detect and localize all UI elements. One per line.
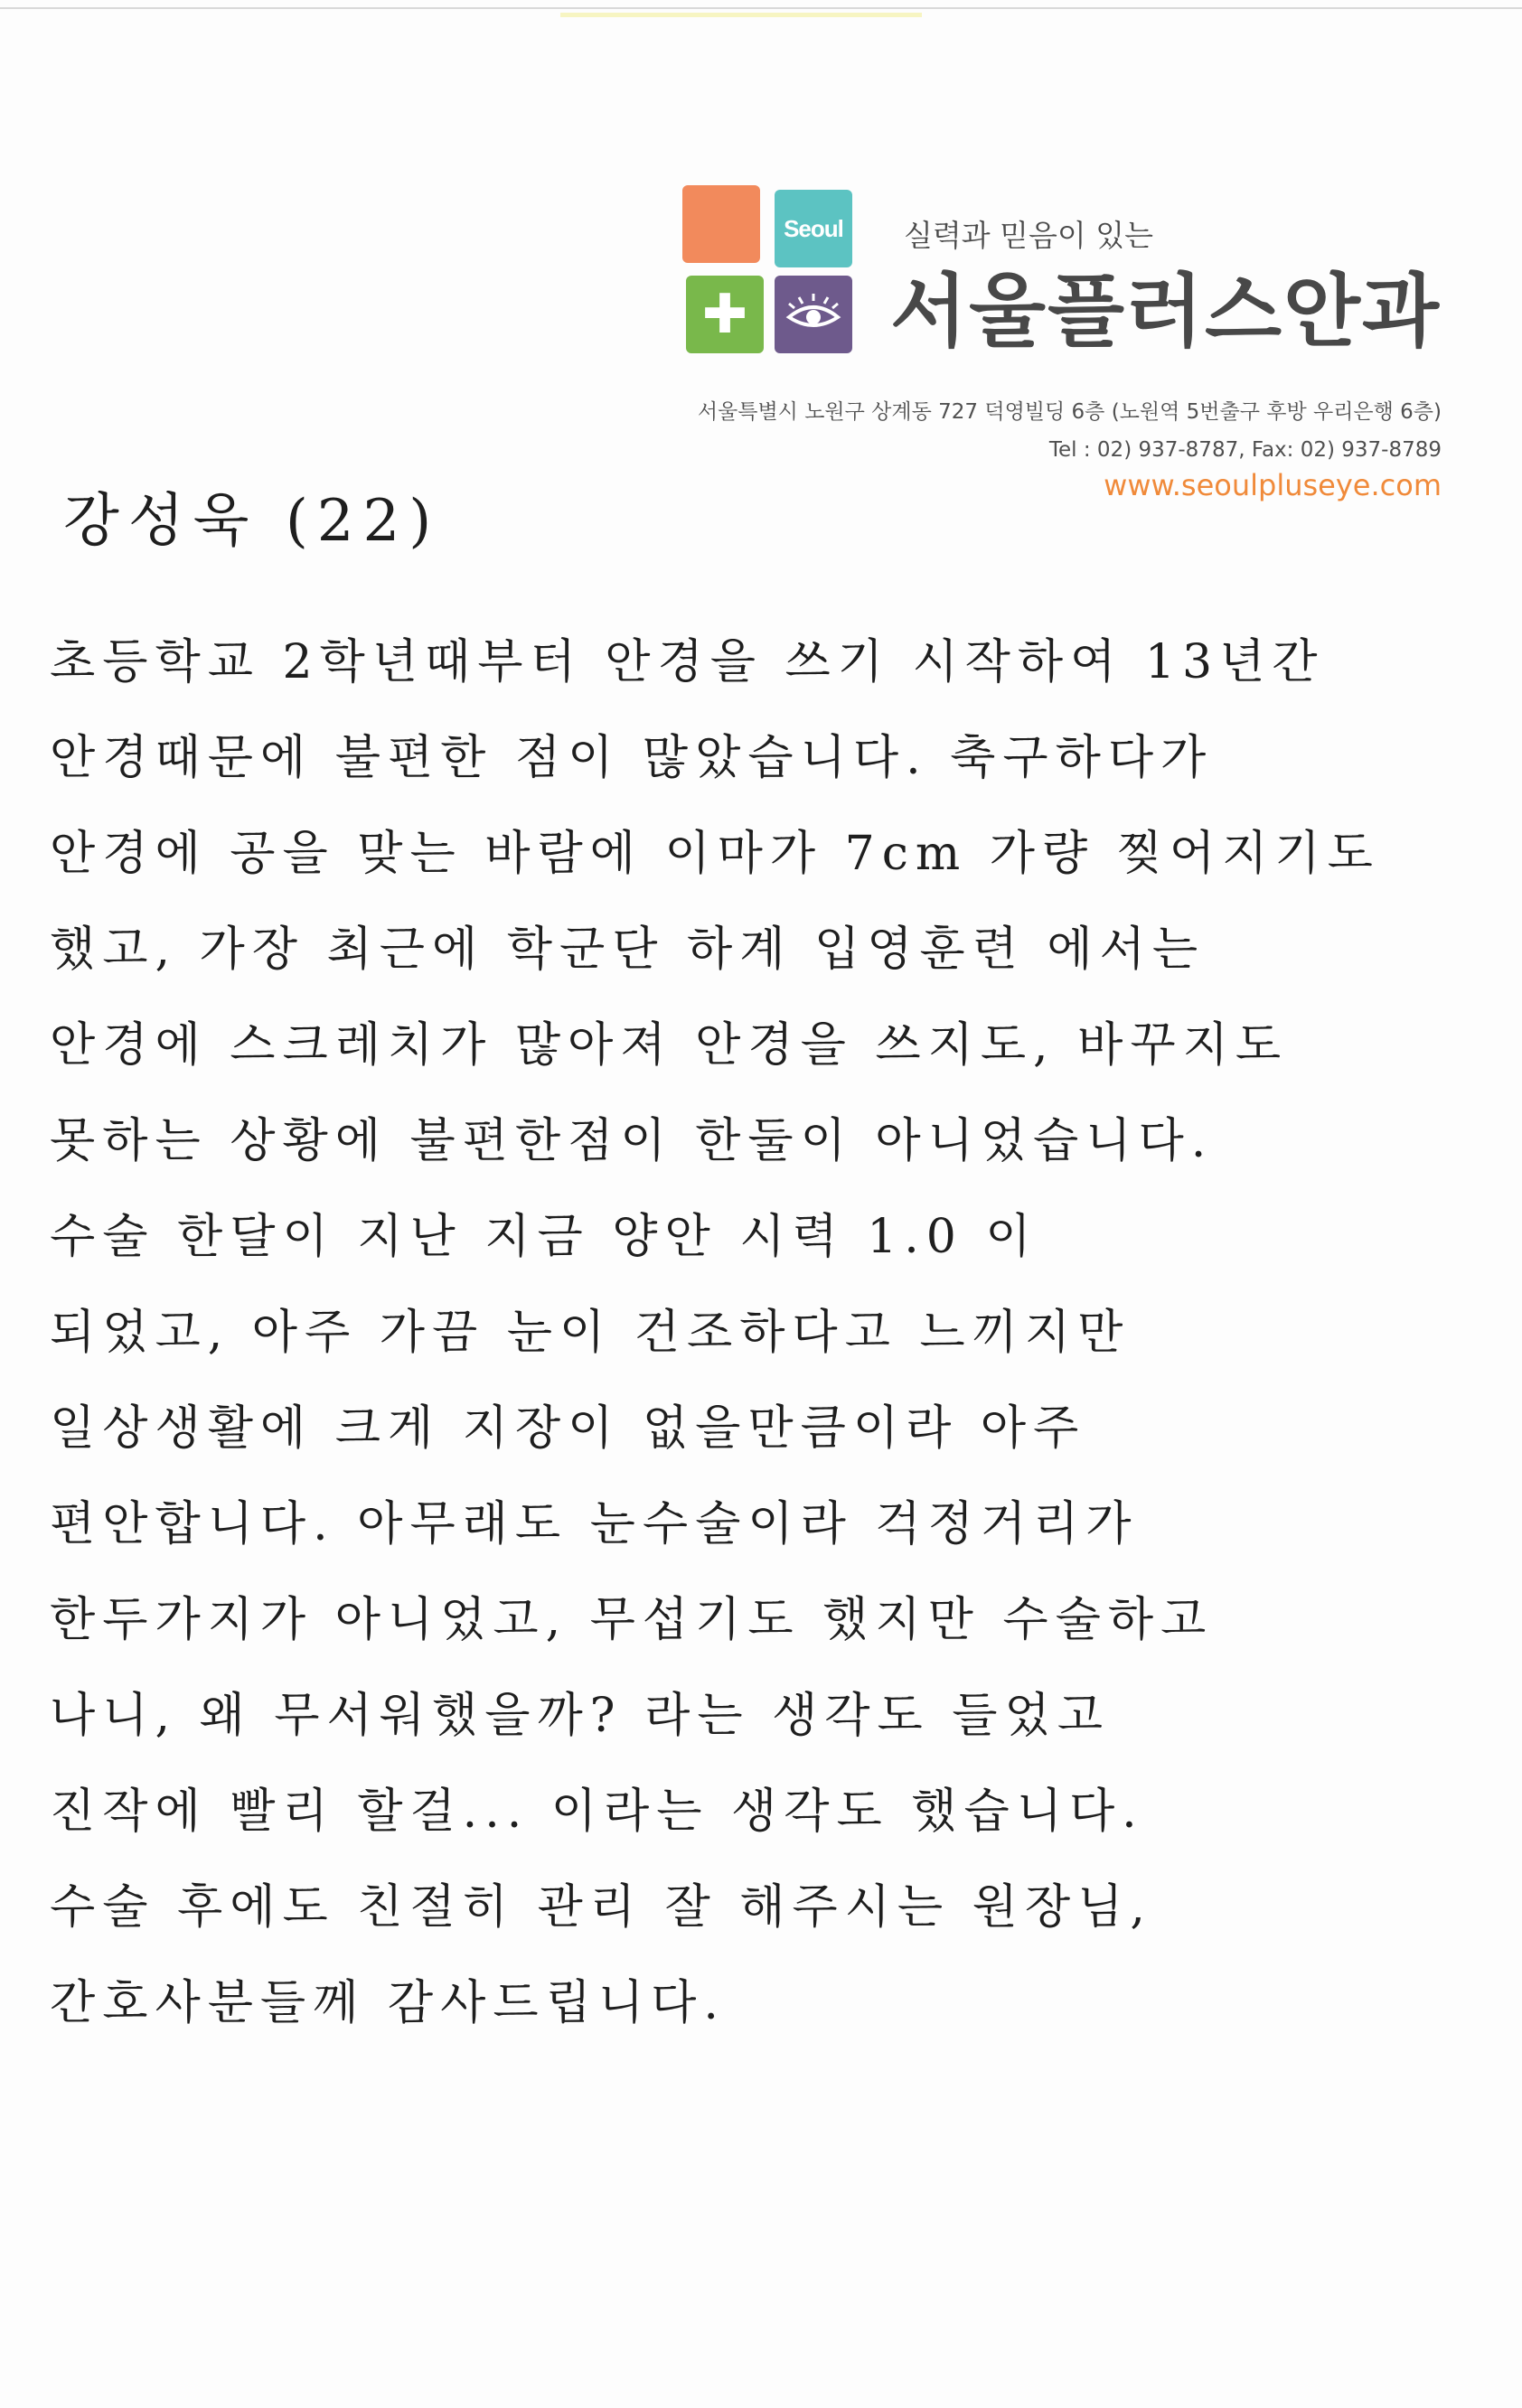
letter-line: 안경에 스크레치가 많아져 안경을 쓰지도, 바꾸지도 [50,1018,1289,1073]
logo-seoul-text: Seoul [784,214,843,242]
clinic-logo [682,185,859,357]
top-divider [0,7,1522,9]
letter-line: 했고, 가장 최근에 학군단 하계 입영훈련 에서는 [50,923,1206,977]
letter-line: 초등학교 2학년때부터 안경을 쓰기 시작하여 13년간 [50,635,1325,689]
letter-line: 못하는 상황에 불편한점이 한둘이 아니었습니다. [50,1114,1214,1168]
letterhead [682,185,1478,511]
clinic-contact: Tel : 02) 937-8787, Fax: 02) 937-8789 [1048,438,1442,462]
clinic-tagline: 실력과 믿음이 있는 [904,218,1154,253]
letter-line: 나니, 왜 무서워했을까? 라는 생각도 들었고 [50,1689,1110,1743]
clinic-name: 서울플러스안과 [890,265,1442,358]
letter-line: 수술 후에도 친절히 관리 잘 해주시는 원장님, [50,1880,1152,1935]
logo-orange-square [682,185,760,263]
letter-line: 안경때문에 불편한 점이 많았습니다. 축구하다가 [50,731,1214,785]
logo-purple-square [775,276,852,353]
letter-author: 강성욱 (22) [63,488,441,555]
logo-green-square [686,276,764,353]
letter-line: 수술 한달이 지난 지금 양안 시력 1.0 이 [50,1210,1038,1264]
letter-line: 간호사분들께 감사드립니다. [50,1976,726,2030]
letter-line: 진작에 빨리 할걸... 이라는 생각도 했습니다. [50,1785,1144,1839]
logo-seoul-square [775,190,852,267]
clinic-website: www.seoulpluseye.com [1104,468,1442,502]
letter-line: 되었고, 아주 가끔 눈이 건조하다고 느끼지만 [50,1306,1131,1360]
letter-line: 안경에 공을 맞는 바람에 이마가 7cm 가량 찢어지기도 [50,827,1380,881]
plus-icon: ✚ [701,283,748,346]
eye-icon [784,292,843,337]
letter-line: 한두가지가 아니었고, 무섭기도 했지만 수술하고 [50,1593,1214,1647]
letter-body [50,614,1496,2051]
letter-line: 일상생활에 크게 지장이 없을만큼이라 아주 [50,1401,1086,1456]
highlight-mark [560,13,922,17]
letter-line: 편안합니다. 아무래도 눈수술이라 걱정거리가 [50,1497,1139,1551]
clinic-address: 서울특별시 노원구 상계동 727 덕영빌딩 6층 (노원역 5번출구 후방 우리은행 6층) [697,400,1442,424]
